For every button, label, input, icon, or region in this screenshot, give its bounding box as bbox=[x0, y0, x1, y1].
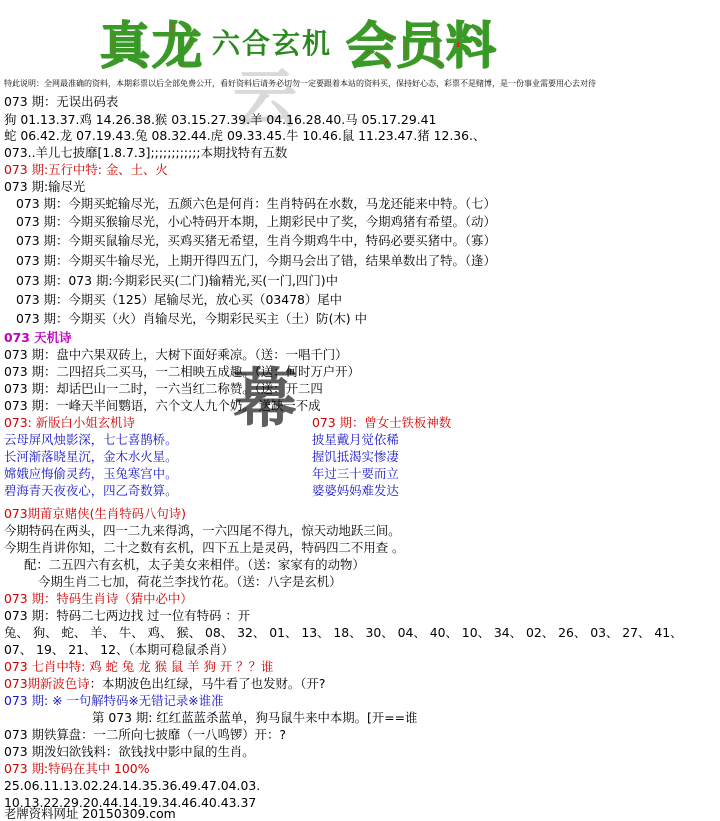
tianji-item: 073 期：一峰天半间鹦语，六个文人九个奶。 送缺一不成 bbox=[4, 398, 321, 413]
shengxiao-list-2: 07、 19、 21、 12、（本期可稳鼠杀肖） bbox=[4, 642, 234, 657]
tieban-title: 073 期：曾女士铁板神数 bbox=[312, 415, 452, 430]
pujing-pei: 配：二五四六有玄机，太子美女来相伴。（送：家家有的动物） bbox=[24, 557, 365, 572]
wuxing-item: 073 期：今期买猴输尽光，小心特码开本期，上期彩民中了奖，今期鸡猪有希望。（动） bbox=[16, 214, 496, 229]
tieban-item: 婆婆妈妈难发达 bbox=[312, 483, 399, 498]
baixiaojie-title: 073: 新版白小姐玄机诗 bbox=[4, 415, 135, 430]
tieban-item: 披星戴月觉依稀 bbox=[312, 432, 399, 447]
pofu-line: 073 期泼妇欲钱料：欲钱找中影中鼠的生肖。 bbox=[4, 744, 255, 759]
yiju-title: 073 期: ※ 一句解特码※无错记录※谁准 bbox=[4, 693, 224, 708]
tema100-nums-2: 10.13.22.29.20.44.14.19.34.46.40.43.37 bbox=[4, 795, 257, 810]
xinbo-label: 073期新波色诗 bbox=[4, 676, 90, 691]
baixiaojie-item: 碧海青天夜夜心，四乙奇数算。 bbox=[4, 483, 178, 498]
no-error-title: 073 期：无误出码表 bbox=[4, 94, 119, 109]
suanpan-line bbox=[4, 727, 286, 743]
shengxiao-title: 073 期：特码生肖诗（猜中必中） bbox=[4, 591, 193, 606]
logo-subtitle: 六合玄机 bbox=[212, 27, 333, 60]
site-logo bbox=[100, 6, 500, 75]
wuxing-item: 073 期：今期买鼠输尽光，买鸡买猪无希望，生肖今期鸡牛中，特码必要买猪中。（寡） bbox=[16, 233, 496, 248]
baixiaojie-item: 云母屏风烛影深，七七喜鹊桥。 bbox=[4, 432, 178, 447]
baixiaojie-item: 长河渐落晓星沉，金木水火星。 bbox=[4, 449, 178, 464]
wuxing-item: 073 期：今期买牛输尽光，上期开得四五门，今期马会出了错，结果单数出了特。（逢） bbox=[16, 253, 496, 268]
tieban-item: 年过三十要而立 bbox=[312, 466, 399, 481]
wuxing-title: 073 期:五行中特: 金、土、火 bbox=[4, 162, 168, 177]
pujing-title: 073期莆京赌侠(生肖特码八句诗) bbox=[4, 506, 187, 521]
suanpan-label: 073 期铁算盘 bbox=[4, 727, 82, 742]
notice-text: 特此说明：全网最准确的资料，本期彩票以后全部免费公开，看好资料后请务必切勿一定要跟着本站的资料买，保持好心态，彩票不是赌博，是一份事业需要用心去对待 bbox=[4, 79, 596, 88]
xinbo-text: ：本期波色出红绿，马牛看了也发财。（开? bbox=[89, 676, 326, 691]
wuxing-sub: 073 期:输尽光 bbox=[4, 179, 86, 194]
yiju-text: 第 073 期: 红红蓝蓝杀蓝单，狗马鼠牛来中本期。[开==谁 bbox=[92, 710, 418, 725]
sheep-line: 073..羊儿七披靡[1.8.7.3];;;;;;;;;;;;本期找特有五数 bbox=[4, 145, 288, 160]
code-table-row-1: 狗 01.13.37.鸡 14.26.38.猴 03.15.27.39.羊 04.16.28.40.马 05.17.29.41 bbox=[4, 112, 437, 127]
baixiaojie-item: 嫦娥应悔偷灵药，玉兔寒宫中。 bbox=[4, 466, 178, 481]
xinbo-line bbox=[4, 676, 325, 692]
qixiao-line: 073 七肖中特: 鸡 蛇 兔 龙 猴 鼠 羊 狗 开 ？？谁 bbox=[4, 659, 274, 674]
logo-char-4: 员 bbox=[396, 16, 444, 75]
logo-char-3: 会 bbox=[346, 16, 394, 75]
tianji-item: 073 期：盘中六果双砖上，大树下面好乘凉。（送：一唱千门） bbox=[4, 347, 348, 362]
tianji-item: 073 期：二四招兵二买马，一二相映五成趣。（送：何时万户开） bbox=[4, 364, 360, 379]
footer-url: 老牌资料网址 20150309.com bbox=[4, 806, 176, 821]
pujing-song: 今期生肖二七加，荷花兰李找竹花。（送：八字是玄机） bbox=[38, 574, 342, 589]
wuxing-item: 073 期：073 期:今期彩民买(二门)输精光,买(一门,四门)中 bbox=[16, 273, 338, 288]
tema100-nums-1: 25.06.11.13.02.24.14.35.36.49.47.04.03. bbox=[4, 778, 261, 793]
tianji-item: 073 期：却话巴山一二时，一六当红二称赞。（送：开二四 bbox=[4, 381, 323, 396]
tieban-item: 握饥抵渴实惨凄 bbox=[312, 449, 399, 464]
logo-char-2: 龙 bbox=[152, 16, 200, 75]
suanpan-text: ：一二所向七披靡（一八鸣锣）开：? bbox=[81, 727, 286, 742]
shengxiao-line: 073 期：特码二七两边找 过一位有特码 ：开 bbox=[4, 608, 251, 623]
watermark-char-2: 幕 bbox=[233, 362, 297, 437]
logo-char-1: 真 bbox=[100, 16, 148, 75]
shengxiao-list: 兔、 狗、 蛇、 羊、 牛、 鸡、 猴、 08、 32、 01、 13、 18、 30、 04、 40、 10、 34、 02、 26、 03、 27、 41、 bbox=[4, 625, 683, 640]
tianji-title: 073 天机诗 bbox=[4, 330, 72, 345]
wuxing-item: 073 期：今期买（125）尾输尽光，放心买（03478）尾中 bbox=[16, 292, 343, 307]
watermark-char-1: 云 bbox=[233, 62, 297, 137]
tema100-title: 073 期:特码在其中 100% bbox=[4, 761, 150, 776]
wuxing-item: 073 期：今期买（火）肖输尽光，今期彩民买主（土）防(木) 中 bbox=[16, 311, 367, 326]
pujing-item: 今期特码在两头，四一二九来得鸿，一六四尾不得九，惊天动地跃三间。 bbox=[4, 523, 401, 538]
pujing-item: 今期生肖讲你知，二十之数有玄机，四下五上是灵码，特码四二不用查 。 bbox=[4, 540, 405, 555]
wuxing-item: 073 期：今期买蛇输尽光，五颜六色是何肖：生肖特码在水数，马龙还能来中特。（七） bbox=[16, 196, 496, 211]
logo-char-5: 料 bbox=[446, 16, 494, 75]
code-table-row-2: 蛇 06.42.龙 07.19.43.兔 08.32.44.虎 09.33.45.牛 10.46.鼠 11.23.47.猪 12.36.、 bbox=[4, 128, 486, 143]
